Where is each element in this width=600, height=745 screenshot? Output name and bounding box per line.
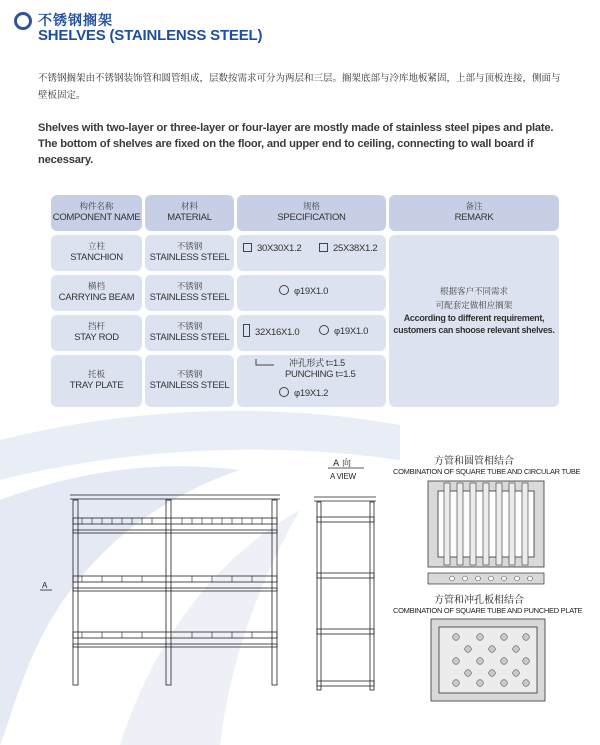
shelf-front-elevation-drawing <box>0 490 300 700</box>
square-tube-icon <box>243 243 252 252</box>
intro-text-cn: 不锈钢搁架由不锈钢装饰管和圆管组成，层数按需求可分为两层和三层。搁架底部与冷库地板紧固，上部与顶板连接，侧面与壁板固定。 <box>38 73 561 101</box>
combo2-title-cn: 方管和冲孔板相结合 <box>434 595 524 606</box>
title-bullet-icon <box>14 12 32 30</box>
combo2-drawing <box>430 618 546 702</box>
view-underline <box>328 467 368 471</box>
table-row-material: 不锈钢 STAINLESS STEEL <box>145 235 234 271</box>
header-component-name: 构件名称 COMPONENT NAME <box>51 195 142 231</box>
table-row-spec <box>237 315 386 351</box>
spec-text: 32X16X1.0 <box>255 327 300 338</box>
spec-text: 冲孔形式 t=1.5 <box>289 358 345 368</box>
table-row-name: 托板 TRAY PLATE <box>51 355 142 407</box>
table-row-name: 挡杆 STAY ROD <box>51 315 142 351</box>
page-title-cn: 不锈钢搁架 <box>38 13 113 29</box>
combo1-title-cn: 方管和圆管相结合 <box>434 456 514 467</box>
punched-plate-profile-icon <box>255 359 275 367</box>
remark-cell: 根据客户不同需求 可配套定做相应搁架 According to different requirement, customers can shoose relevant shelves. <box>389 235 559 407</box>
rect-tube-icon <box>243 324 250 337</box>
table-row-name: 立柱 STANCHION <box>51 235 142 271</box>
spec-text: φ19X1.2 <box>294 388 329 399</box>
spec-text: 30X30X1.2 <box>257 243 302 254</box>
round-tube-icon <box>279 285 289 295</box>
header-remark: 备注 REMARK <box>389 195 559 231</box>
spec-text: PUNCHING t=1.5 <box>285 369 356 380</box>
table-row-material: 不锈钢 STAINLESS STEEL <box>145 315 234 351</box>
page-title-en: SHELVES (STAINLENSS STEEL) <box>38 27 263 44</box>
combo2-title-en: COMBINATION OF SQUARE TUBE AND PUNCHED PLATE <box>393 606 583 615</box>
table-row-name: 横档 CARRYING BEAM <box>51 275 142 311</box>
spec-text: φ19X1.0 <box>294 286 329 297</box>
round-tube-icon <box>279 387 289 397</box>
header-material: 材料 MATERIAL <box>145 195 234 231</box>
a-label: A <box>42 581 48 590</box>
table-row-spec <box>237 275 386 311</box>
round-tube-icon <box>319 325 329 335</box>
table-row-material: 不锈钢 STAINLESS STEEL <box>145 275 234 311</box>
view-label-en: A VIEW <box>330 472 356 481</box>
table-row-material: 不锈钢 STAINLESS STEEL <box>145 355 234 407</box>
view-label-cn: A 向 <box>333 459 352 469</box>
spec-text: φ19X1.0 <box>334 326 369 337</box>
intro-text-en: Shelves with two-layer or three-layer or four-layer are mostly made of stainless steel pipes and plate. The bottom of shelves are fixed on the floor, and upper end to ceiling, connecting to wall board if necessary. <box>38 122 554 166</box>
combo1-drawing <box>427 480 545 568</box>
spec-text: 25X38X1.2 <box>333 243 378 254</box>
table-row-spec <box>237 235 386 271</box>
header-specification: 规格 SPECIFICATION <box>237 195 386 231</box>
combo1-title-en: COMBINATION OF SQUARE TUBE AND CIRCULAR TUBE <box>393 467 581 476</box>
shelf-side-view-drawing <box>310 495 380 695</box>
table-row-spec <box>237 355 386 407</box>
punched-strip-drawing <box>427 572 545 586</box>
square-tube-icon <box>319 243 328 252</box>
